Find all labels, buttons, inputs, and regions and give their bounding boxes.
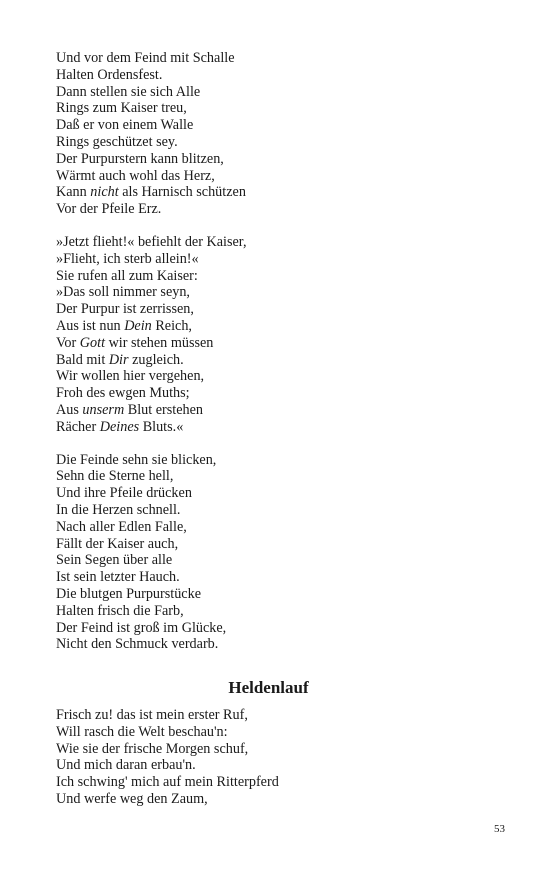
heldenlauf-stanza [56,707,279,808]
poem-line: Kann nicht als Harnisch schützen [56,184,246,201]
poem-line: Aus ist nun Dein Reich, [56,317,192,334]
poem-body [56,50,496,653]
poem-line: Will rasch die Welt beschau'n: [56,723,228,740]
poem-line: Und mich daran erbau'n. [56,757,196,774]
poem-line: Und ihre Pfeile drücken [56,485,192,502]
poem-line: Sehn die Sterne hell, [56,468,174,485]
poem-line: Froh des ewgen Muths; [56,385,190,402]
poem-page [56,50,496,807]
emphasized-word: Deines [99,418,140,435]
poem-line: Vor der Pfeile Erz. [56,201,162,218]
poem-line: Bald mit Dir zugleich. [56,351,184,368]
poem-line: Wie sie der frische Morgen schuf, [56,740,249,757]
poem-line: Der Purpurstern kann blitzen, [56,150,224,167]
poem-line: Dann stellen sie sich Alle [56,83,201,100]
emphasized-word: unserm [82,401,125,418]
stanza [56,50,496,218]
poem-line: Fällt der Kaiser auch, [56,535,179,552]
stanza [56,452,496,654]
poem-line: Sein Segen über alle [56,552,173,569]
poem-line: Daß er von einem Walle [56,117,194,134]
poem-line: Nicht den Schmuck verdarb. [56,636,219,653]
poem-line: Und vor dem Feind mit Schalle [56,50,235,66]
poem-line: Halten frisch die Farb, [56,602,184,619]
emphasized-word: Gott [79,334,106,351]
poem-line: Nach aller Edlen Falle, [56,518,187,535]
emphasized-word: Dir [108,351,129,368]
poem-line: Der Feind ist groß im Glücke, [56,619,227,636]
poem-line: Aus unserm Blut erstehen [56,401,204,418]
poem-line: Die Feinde sehn sie blicken, [56,451,217,468]
poem-heading: Heldenlauf [228,678,309,697]
page-number: 53 [494,823,505,835]
poem-line: Frisch zu! das ist mein erster Ruf, [56,707,248,723]
stanza [56,234,496,436]
poem-line: Ist sein letzter Hauch. [56,569,180,586]
poem-line: Und werfe weg den Zaum, [56,790,208,807]
poem-line: »Flieht, ich sterb allein!« [56,250,199,267]
emphasized-word: nicht [90,184,119,201]
poem-line: »Jetzt flieht!« befiehlt der Kaiser, [56,233,247,250]
poem-line: Wärmt auch wohl das Herz, [56,167,215,184]
poem-line: Sie rufen all zum Kaiser: [56,267,198,284]
poem-line: Rings zum Kaiser treu, [56,100,187,117]
poem-line: Ich schwing' mich auf mein Ritterpferd [56,774,279,791]
poem-line: »Das soll nimmer seyn, [56,284,190,301]
poem-line: Der Purpur ist zerrissen, [56,301,194,318]
poem-line: Rächer Deines Bluts.« [56,418,184,435]
poem-line: Wir wollen hier vergehen, [56,368,205,385]
poem-line: Die blutgen Purpurstücke [56,585,201,602]
poem-line: Rings geschützet sey. [56,133,178,150]
poem-line: Halten Ordensfest. [56,66,163,83]
poem-line: In die Herzen schnell. [56,501,181,518]
poem-line: Vor Gott wir stehen müssen [56,334,214,351]
emphasized-word: Dein [124,317,152,334]
